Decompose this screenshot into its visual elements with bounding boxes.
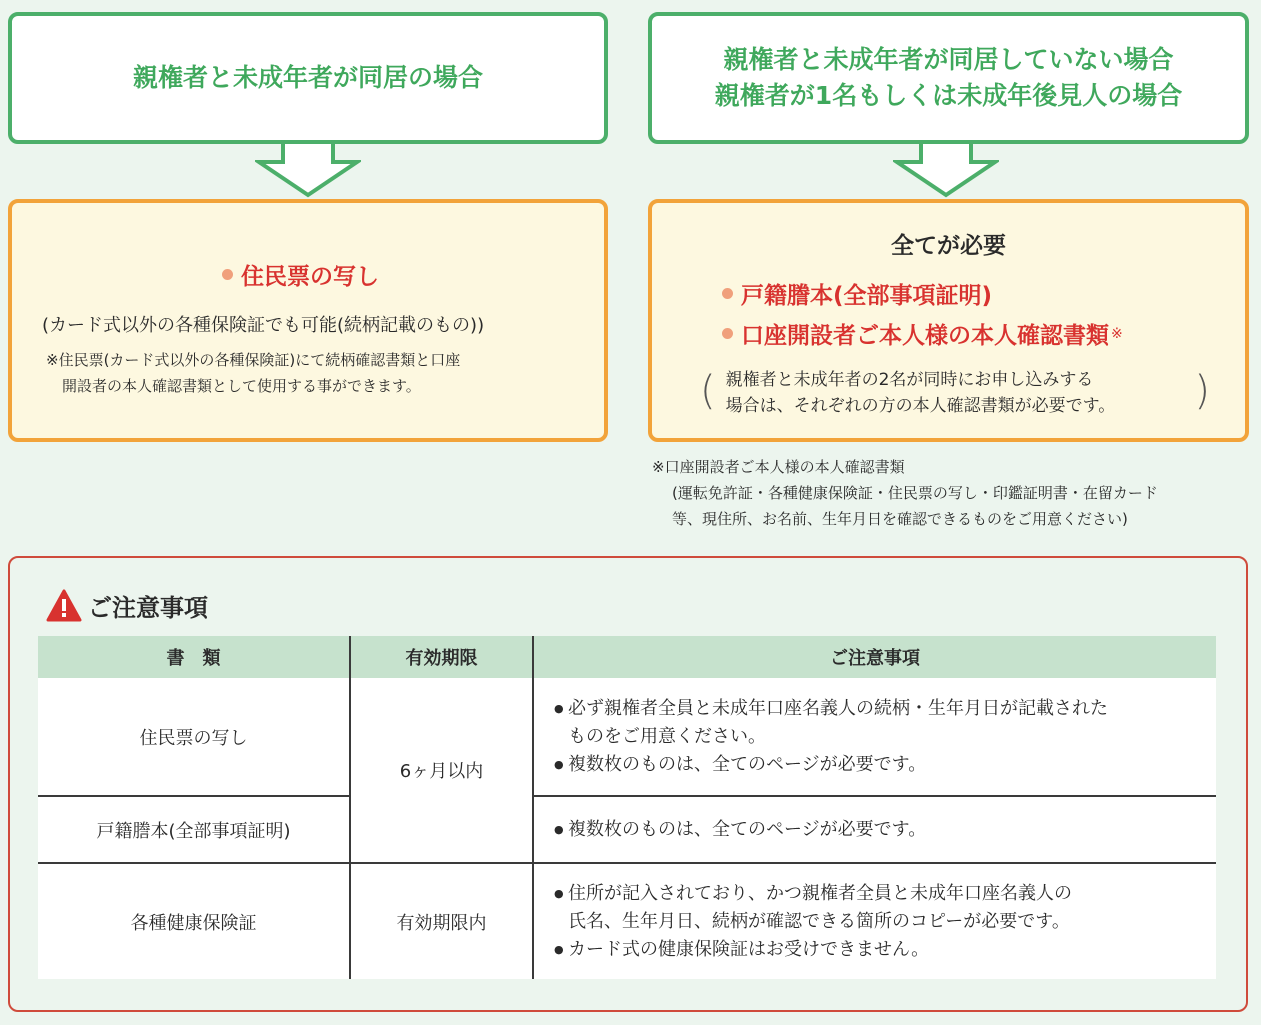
note-line: 氏名、生年月日、続柄が確認できる箇所のコピーが必要です。 — [568, 910, 1070, 932]
parenthetical-note — [700, 365, 1210, 421]
panel-title: 全てが必要 — [891, 233, 1006, 259]
caution-header — [46, 588, 208, 623]
down-arrow-icon — [255, 140, 361, 198]
bullet-icon — [222, 269, 233, 280]
doc-cell: 住民票の写し — [139, 727, 248, 749]
footnote-line: ※口座開設者ご本人様の本人確認書類 — [652, 458, 905, 476]
note-line: ● 住所が記入されており、かつ親権者全員と未成年口座名義人の — [554, 880, 1202, 908]
notes-cell — [533, 863, 1216, 979]
required-doc-note — [46, 347, 460, 399]
table-row — [38, 863, 1216, 979]
table-row — [38, 678, 1216, 796]
required-doc-label: 口座開設者ご本人様の本人確認書類 — [741, 323, 1109, 349]
note-line: 親権者と未成年者の2名が同時にお申し込みする — [725, 370, 1094, 390]
required-doc-item — [722, 317, 1123, 350]
caution-title: ご注意事項 — [88, 594, 208, 622]
note-line: ● 必ず親権者全員と未成年口座名義人の続柄・生年月日が記載された — [554, 695, 1202, 723]
required-docs-panel-right — [648, 199, 1249, 442]
note-line: ● 複数枚のものは、全てのページが必要です。 — [554, 751, 1202, 779]
footnote-line: 等、現住所、お名前、生年月日を確認できるものをご用意ください) — [672, 510, 1128, 528]
note-line: ● カード式の健康保険証はお受けできません。 — [554, 936, 1202, 964]
required-doc-label: 戸籍謄本(全部事項証明) — [741, 283, 993, 309]
condition-heading-line2: 親権者が1名もしくは未成年後見人の場合 — [714, 81, 1183, 110]
table-row — [38, 796, 1216, 863]
note-line: 開設者の本人確認書類として使用する事ができます。 — [62, 377, 421, 395]
down-arrow-icon — [893, 140, 999, 198]
table-header-row — [38, 636, 1216, 678]
caution-table — [38, 636, 1216, 979]
warning-icon — [46, 589, 82, 623]
footnote — [652, 454, 1158, 532]
doc-cell: 戸籍謄本(全部事項証明) — [38, 796, 350, 863]
bullet-icon — [722, 328, 733, 339]
required-doc-item — [722, 277, 992, 310]
required-doc-subtext: (カード式以外の各種保険証でも可能(続柄記載のもの)) — [42, 315, 485, 336]
condition-heading: 親権者と未成年者が同居の場合 — [132, 63, 483, 92]
open-paren-icon: ( — [700, 368, 716, 414]
required-doc-label: 住民票の写し — [241, 264, 379, 290]
note-line: ものをご用意ください。 — [568, 725, 766, 747]
notes-cell — [533, 796, 1216, 863]
note-line: ● 複数枚のものは、全てのページが必要です。 — [554, 816, 1202, 844]
note-line: 場合は、それぞれの方の本人確認書類が必要です。 — [725, 396, 1116, 416]
column-header: 有効期限 — [350, 636, 533, 678]
close-paren-icon: ) — [1194, 368, 1210, 414]
required-docs-panel-left — [8, 199, 608, 442]
footnote-mark: ※ — [1111, 325, 1123, 342]
parenthetical-text — [716, 365, 1195, 421]
bullet-icon — [722, 288, 733, 299]
notes-cell — [533, 678, 1216, 796]
condition-box-separate — [648, 12, 1249, 144]
validity-cell: 有効期限内 — [350, 863, 533, 979]
column-header: ご注意事項 — [533, 636, 1216, 678]
caution-section — [8, 556, 1248, 1012]
footnote-line: (運転免許証・各種健康保険証・住民票の写し・印鑑証明書・在留カード — [672, 484, 1158, 502]
column-header: 書 類 — [38, 636, 350, 678]
condition-heading-line1: 親権者と未成年者が同居していない場合 — [723, 45, 1174, 74]
doc-cell: 各種健康保険証 — [38, 863, 350, 979]
validity-cell: 6ヶ月以内 — [350, 678, 533, 863]
note-line: ※住民票(カード式以外の各種保険証)にて続柄確認書類と口座 — [46, 351, 461, 369]
condition-box-cohabiting — [8, 12, 608, 144]
required-doc-item — [222, 258, 379, 291]
